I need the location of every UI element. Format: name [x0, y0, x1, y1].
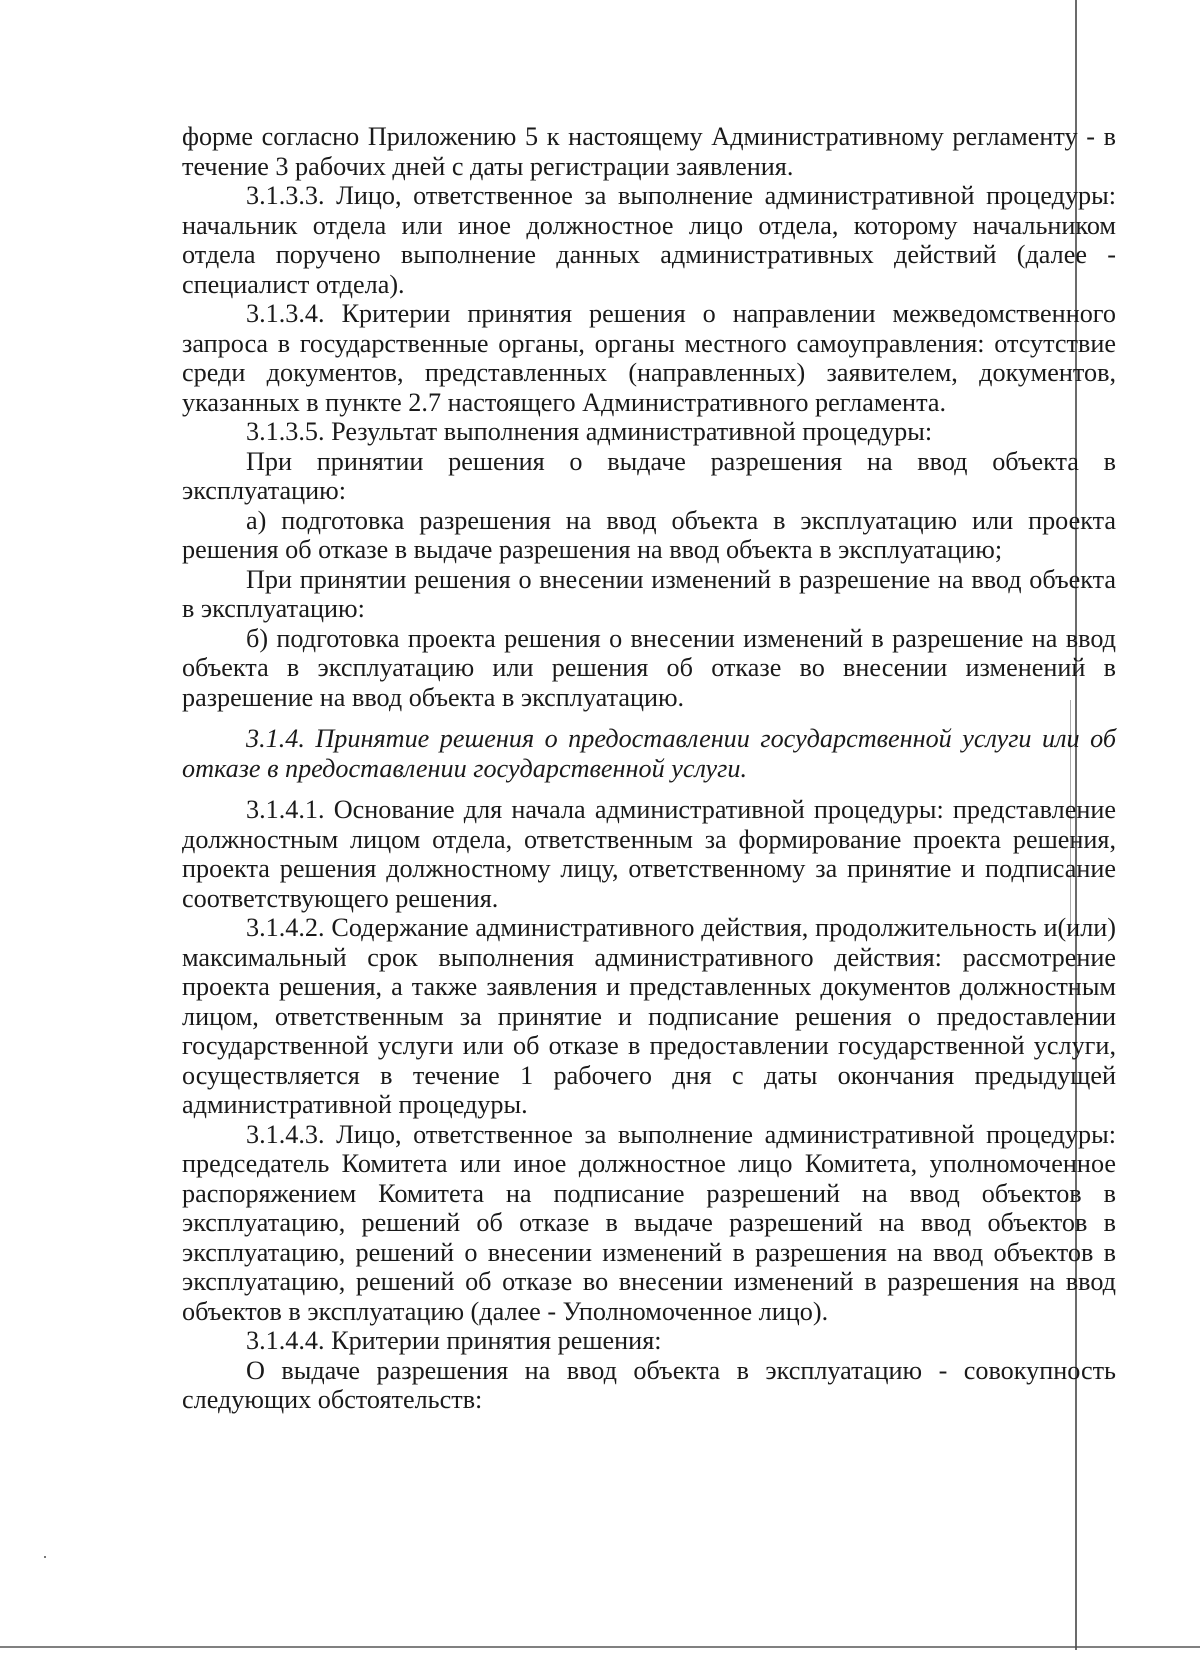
- paragraph-3-1-4-3: 3.1.4.3. Лицо, ответственное за выполнение административной процедуры: председатель Комитета или иное должностное лицо Комитета, уполномоченное распоряжением Комитета на подписание разрешений на ввод объектов в эксплуатацию, решений об отказе в выдаче разрешений на ввод объектов в эксплуатацию, решений о внесении изменений в разрешения на ввод объектов в эксплуатацию, решений об отказе во внесении изменений в разрешения на ввод объектов в эксплуатацию (далее - Уполномоченное лицо).: [182, 1119, 1116, 1326]
- paragraph-3-1-3-3: 3.1.3.3. Лицо, ответственное за выполнение административной процедуры: начальник отдела или иное должностное лицо отдела, которому начальником отдела поручено выполнение данных административных действий (далее - специалист отдела).: [182, 181, 1116, 299]
- paragraph-issuance-case: При принятии решения о выдаче разрешения на ввод объекта в эксплуатацию:: [182, 446, 1116, 505]
- paragraph-3-1-4-2: 3.1.4.2. Содержание административного действия, продолжительность и(или) максимальный срок выполнения административного действия: рассмотрение проекта решения, а также заявления и представленных документов должностным лицом, ответственным за принятие и подписание решения о предоставлении государственной услуги или об отказе в предоставлении государственной услуги, осуществляется в течение 1 рабочего дня с даты окончания предыдущей административной процедуры.: [182, 913, 1116, 1119]
- paragraph-3-1-4-4: 3.1.4.4. Критерии принятия решения:: [246, 1326, 662, 1355]
- paragraph-amendment-case: При принятии решения о внесении изменений в разрешение на ввод объекта в эксплуатацию:: [182, 564, 1116, 623]
- section-heading-3-1-4: 3.1.4. Принятие решения о предоставлении государственной услуги или об отказе в предоставлении государственной услуги.: [182, 724, 1116, 783]
- scan-speck: [44, 1556, 46, 1558]
- paragraph-continuation: форме согласно Приложению 5 к настоящему Административному регламенту - в течение 3 рабочих дней с даты регистрации заявления.: [182, 122, 1116, 181]
- scan-artifact-bottom-line: [0, 1646, 1200, 1648]
- paragraph-item-b: б) подготовка проекта решения о внесении изменений в разрешение на ввод объекта в эксплуатацию или решения об отказе во внесении изменений в разрешение на ввод объекта в эксплуатацию.: [182, 623, 1116, 712]
- paragraph-3-1-3-4: 3.1.3.4. Критерии принятия решения о направлении межведомственного запроса в государственные органы, органы местного самоуправления: отсутствие среди документов, представленных (направленных) заявителем, документов, указанных в пункте 2.7 настоящего Административного регламента.: [182, 299, 1116, 417]
- paragraph-issuance-criteria: О выдаче разрешения на ввод объекта в эксплуатацию - совокупность следующих обстоятельств:: [182, 1355, 1116, 1414]
- document-page: [182, 122, 1116, 1415]
- paragraph-3-1-3-5: 3.1.3.5. Результат выполнения административной процедуры:: [246, 417, 933, 446]
- paragraph-3-1-4-1: 3.1.4.1. Основание для начала административной процедуры: представление должностным лицом отдела, ответственным за формирование проекта решения, проекта решения должностному лицу, ответственному за принятие и подписание соответствующего решения.: [182, 795, 1116, 913]
- paragraph-item-a: а) подготовка разрешения на ввод объекта в эксплуатацию или проекта решения об отказе в выдаче разрешения на ввод объекта в эксплуатацию;: [182, 505, 1116, 564]
